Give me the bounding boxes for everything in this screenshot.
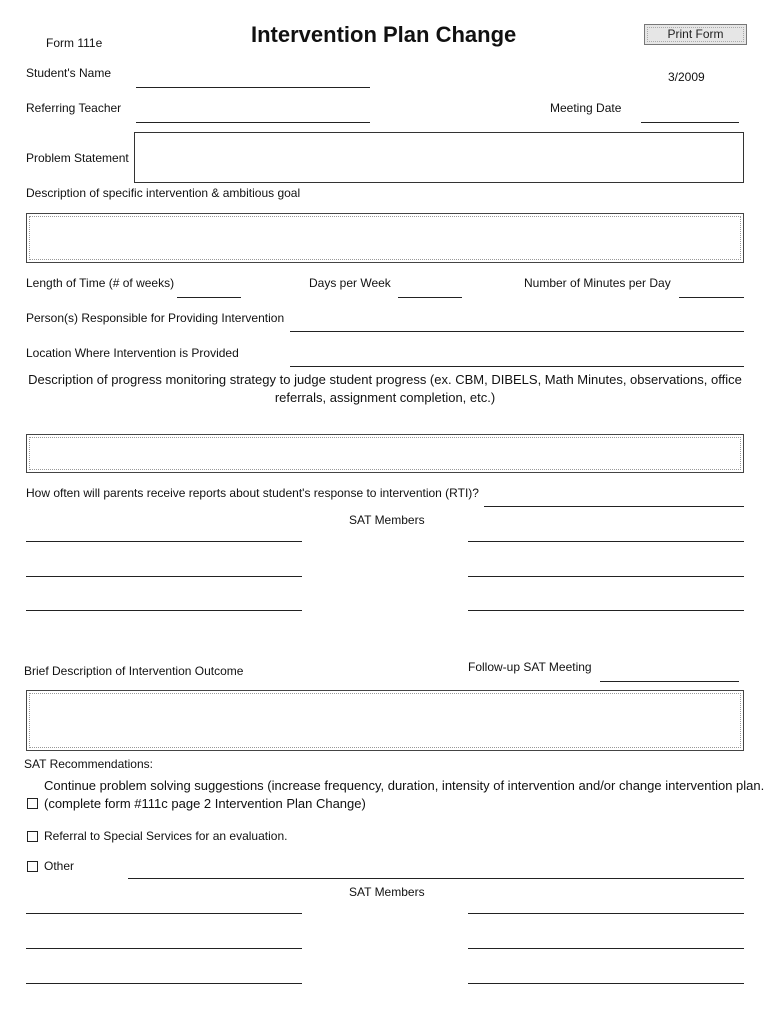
meeting-date-label: Meeting Date — [550, 101, 622, 115]
referring-teacher-field[interactable] — [136, 122, 370, 123]
problem-statement-label: Problem Statement — [26, 151, 129, 165]
sat-member-signature-line[interactable] — [26, 610, 302, 611]
sat-members-heading: SAT Members — [349, 513, 425, 527]
meeting-date-field[interactable] — [641, 122, 739, 123]
sat-member-signature-line[interactable] — [26, 913, 302, 914]
minutes-per-day-field[interactable] — [679, 297, 744, 298]
other-checkbox[interactable] — [27, 861, 38, 872]
outcome-label: Brief Description of Intervention Outcome — [24, 664, 244, 678]
sat-member-signature-line[interactable] — [26, 541, 302, 542]
minutes-per-day-label: Number of Minutes per Day — [524, 276, 671, 290]
progress-monitoring-label: Description of progress monitoring strategy to judge student progress (ex. CBM, DIBELS, Math Minutes, observations, office referrals, assignment completion, etc.) — [28, 372, 742, 405]
intervention-description-label: Description of specific intervention & ambitious goal — [26, 186, 301, 200]
other-option-text: Other — [44, 859, 75, 873]
sat-members-heading: SAT Members — [349, 885, 425, 899]
other-field[interactable] — [128, 878, 744, 879]
problem-statement-field[interactable] — [134, 132, 744, 183]
sat-member-signature-line[interactable] — [468, 983, 744, 984]
referring-teacher-label: Referring Teacher — [26, 101, 122, 115]
outcome-field[interactable] — [26, 690, 744, 751]
parent-reports-field[interactable] — [484, 506, 744, 507]
sat-member-signature-line[interactable] — [468, 948, 744, 949]
sat-member-signature-line[interactable] — [468, 610, 744, 611]
continue-option-text: Continue problem solving suggestions (increase frequency, duration, intensity of intervention and/or change intervention plan. — [44, 778, 765, 793]
continue-option-subtext: (complete form #111c page 2 Intervention Plan Change) — [44, 796, 366, 811]
sat-member-signature-line[interactable] — [26, 983, 302, 984]
form-number: Form 111e — [46, 36, 103, 50]
referral-checkbox[interactable] — [27, 831, 38, 842]
referral-option-text: Referral to Special Services for an evaluation. — [44, 829, 288, 843]
length-of-time-label: Length of Time (# of weeks) — [26, 276, 175, 290]
persons-responsible-field[interactable] — [290, 331, 744, 332]
student-name-field[interactable] — [136, 87, 370, 88]
sat-member-signature-line[interactable] — [26, 576, 302, 577]
days-per-week-field[interactable] — [398, 297, 462, 298]
length-of-time-field[interactable] — [177, 297, 241, 298]
location-label: Location Where Intervention is Provided — [26, 346, 239, 360]
sat-recommendations-label: SAT Recommendations: — [24, 757, 153, 771]
sat-member-signature-line[interactable] — [468, 913, 744, 914]
followup-meeting-label: Follow-up SAT Meeting — [468, 660, 592, 674]
form-revision-date: 3/2009 — [668, 70, 705, 84]
continue-checkbox[interactable] — [27, 798, 38, 809]
student-name-label: Student's Name — [26, 66, 112, 80]
page-title: Intervention Plan Change — [251, 22, 517, 47]
days-per-week-label: Days per Week — [309, 276, 391, 290]
sat-member-signature-line[interactable] — [468, 541, 744, 542]
intervention-description-field[interactable] — [26, 213, 744, 263]
parent-reports-label: How often will parents receive reports about student's response to intervention (RTI)? — [26, 486, 479, 500]
followup-meeting-field[interactable] — [600, 681, 739, 682]
print-form-button[interactable]: Print Form — [644, 24, 747, 45]
persons-responsible-label: Person(s) Responsible for Providing Intervention — [26, 311, 285, 325]
progress-monitoring-field[interactable] — [26, 434, 744, 473]
sat-member-signature-line[interactable] — [468, 576, 744, 577]
location-field[interactable] — [290, 366, 744, 367]
sat-member-signature-line[interactable] — [26, 948, 302, 949]
